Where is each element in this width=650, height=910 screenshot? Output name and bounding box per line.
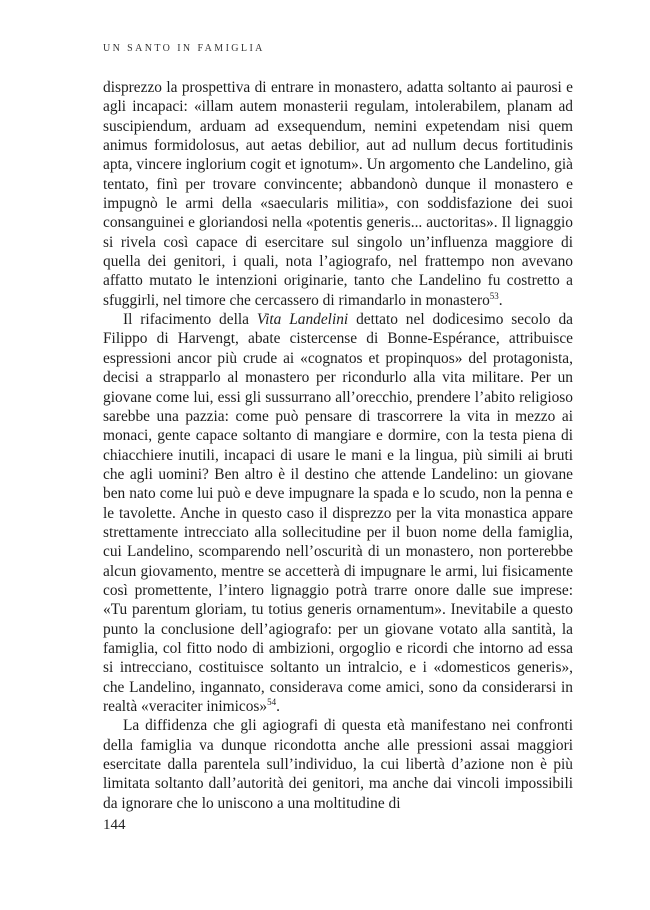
text-run: . xyxy=(498,291,503,309)
text-run: Il rifacimento della xyxy=(123,311,257,329)
body-text xyxy=(103,78,573,813)
text-run: disprezzo la prospettiva di entrare in monastero, adatta soltanto ai paurosi e agli incapaci: «illam autem monasterii regulam, intolerabilem, planam ad suscipiendum, arduam ad exsequendum, nemini expetendam nisi quem animus formidolosus, aut aetas debilior, aut ad nullum decus fortitudinis apta, vincere inglorium cogit et ignotum». Un argomento che Landelino, già tentato, finì per trovare convincente; abbandonò dunque il monastero e impugnò le armi della «saecularis militia», con soddisfazione dei suoi consanguinei e gloriandosi nella «potentis generis... auctoritas». Il lignaggio si rivela così capace di esercitare sul singolo un’influenza maggiore di quella dei genitori, i quali, nota l’agiografo, nel frattempo non avevano affatto mutato le intenzioni originarie, tanto che Landelino fu costretto a sfuggirli, nel timore che cercassero di rimandarlo in monastero xyxy=(103,79,573,309)
text-run: dettato nel dodicesimo secolo da Filippo di Harvengt, abate cistercense di Bonne-Espérance, attribuisce espressioni ancor più crude ai «cognatos et propinquos» del protagonista, decisi a strapparlo al monastero per ricondurlo alla vita militare. Per un giovane come lui, essi gli sussurrano all’orecchio, prendere l’abito religioso sarebbe una pazzia: come può pensare di trascorrere la vita in mezzo ai monaci, gente capace soltanto di mangiare e dormire, con la testa piena di chiacchiere inutili, incapaci di usare le mani e la lingua, più simili ai bruti che agli uomini? Ben altro è il destino che attende Landelino: un giovane ben nato come lui può e deve impugnare la spada e lo scudo, non la penna e le tavolette. Anche in questo caso il disprezzo per la vita monastica appare strettamente intrecciato alla sollecitudine per il buon nome della famiglia, cui Landelino, scomparendo nell’oscurità di un monastero, non porterebbe alcun giovamento, mentre se accetterà di impugnare le armi, lui fisicamente così promettente, l’intero lignaggio potrà trarre onore dalle sue imprese: «Tu parentum gloriam, tu totius generis ornamentum». Inevitabile a questo punto la conclusione dell’agiografo: per un giovane votato alla santità, la famiglia, col fitto nodo di ambizioni, orgoglio e ricordi che intorno ad essa si intrecciano, costituisce soltanto un intralcio, e i «domesticos generis», che Landelino, ingannato, considerava come amici, sono da considerarsi in realtà «veraciter inimicos» xyxy=(103,311,573,715)
text-run: La diffidenza che gli agiografi di questa età manifestano nei confronti della famiglia va dunque ricondotta anche alle pressioni assai maggiori esercitate dalla parentela sull’individuo, la cui libertà d’azione non è più limitata soltanto dall’autorità dei genitori, ma anche dai vincoli impossibili da ignorare che lo uniscono a una moltitudine di xyxy=(103,717,573,812)
paragraph xyxy=(103,716,573,813)
text-run: . xyxy=(276,698,280,715)
footnote-ref: 54 xyxy=(267,696,277,707)
paragraph xyxy=(103,78,573,310)
page-number: 144 xyxy=(103,817,126,833)
footnote-ref: 53 xyxy=(489,290,499,301)
paragraph xyxy=(103,310,573,716)
italic-title: Vita Landelini xyxy=(256,311,349,329)
running-head: UN SANTO IN FAMIGLIA xyxy=(103,43,265,54)
